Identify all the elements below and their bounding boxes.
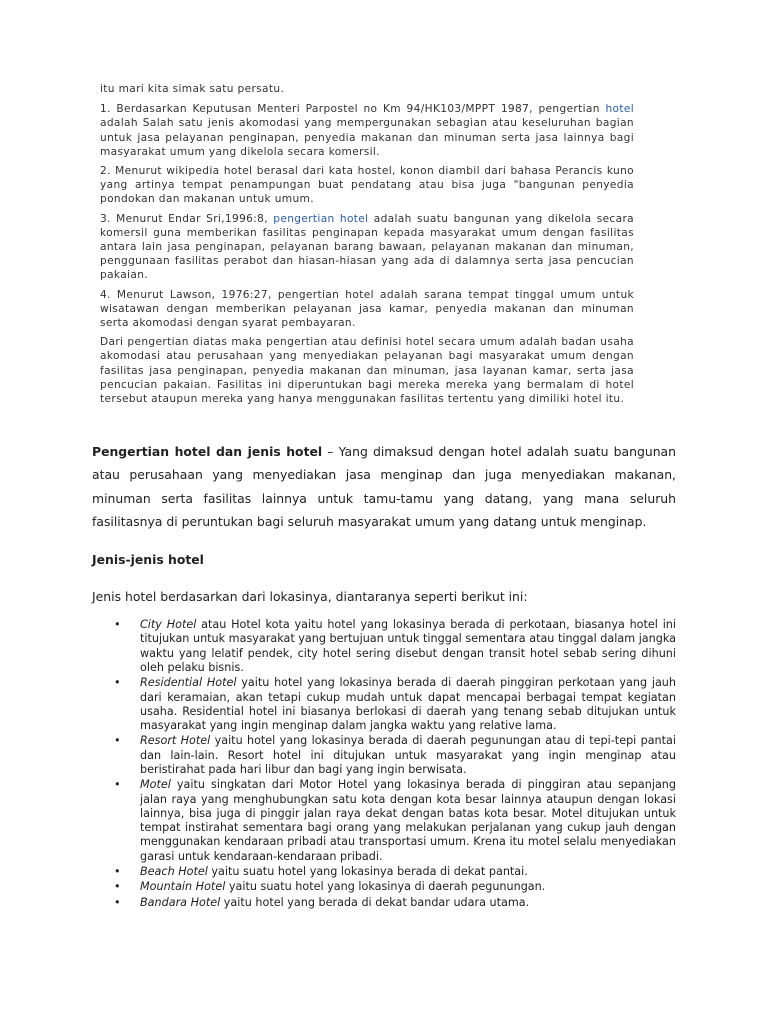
pasted-conclusion: Dari pengertian diatas maka pengertian atau definisi hotel secara umum adalah badan usaha akomodasi atau perusahaan yang menyediakan pelayanan bagi masyarakat umum dengan fasilitas jasa penginapan, penyedia makanan dan minuman, jasa layanan kamar, serta jasa pencucian pakaian. Fasilitas ini diperuntukan bagi mereka mereka yang bermalam di hotel tersebut ataupun mereka yang hanya menggunakan fasilitas tertentu yang dimiliki hotel itu. <box>100 336 634 406</box>
lead-text: – Yang dimaksud dengan hotel adalah suatu bangunan atau perusahaan yang menyediakan jasa menginap dan juga menyediakan makanan, minuman serta fasilitas lainnya untuk tamu-tamu yang datang, yang mana seluruh fasilitasnya di peruntukan bagi seluruh masyarakat umum yang datang untuk menginap. <box>92 444 676 530</box>
bullet-icon: • <box>114 778 121 792</box>
pengertian-hotel-link[interactable]: pengertian hotel <box>273 212 369 225</box>
pasted-item-1: 1. Berdasarkan Keputusan Menteri Parpostel no Km 94/HK103/MPPT 1987, pengertian hotel adalah Salah satu jenis akomodasi yang mempergunakan sebagian atau keseluruhan bagian untuk jasa pelayanan penginapan, penyedia makanan dan minuman serta jasa lainnya bagi masyarakat umum yang dikelola secara komersil. <box>100 103 634 158</box>
hotel-types-list <box>92 618 676 910</box>
list-item: • Residential Hotel yaitu hotel yang lokasinya berada di daerah pinggiran perkotaan yang jauh dari keramaian, akan tetapi cukup mudah untuk dapat mencapai berbagai tempat kegiatan usaha. Residential hotel ini biasanya berlokasi di daerah yang tenang sebab ditujukan untuk masyarakat yang ingin menginap dalam jangka waktu yang relative lama. <box>114 676 676 733</box>
section-intro: Jenis hotel berdasarkan dari lokasinya, diantaranya seperti berikut ini: <box>92 588 528 604</box>
list-item: • Motel yaitu singkatan dari Motor Hotel yang lokasinya berada di pinggiran atau sepanjang jalan raya yang menghubungkan satu kota dengan kota besar lainnya ataupun dengan lokasi lainnya, bisa juga di pinggir jalan raya dekat dengan batas kota besar. Motel ditujukan untuk tempat instirahat sementara bagi orang yang melakukan perjalanan yang cukup jauh dengan menggunakan kendaraan pribadi atau transportasi umum. Krena itu motel selalu menyediakan garasi untuk kendaraan-kendaraan pribadi. <box>114 778 676 863</box>
document-body <box>92 440 676 911</box>
list-item: • City Hotel atau Hotel kota yaitu hotel yang lokasinya berada di perkotaan, biasanya hotel ini titujukan untuk masyarakat yang bertujuan untuk tinggal sementara atau tinggal dalam jangka waktu yang lelatif pendek, city hotel sering disebut dengan transit hotel sebab sering dihuni oleh pelaku bisnis. <box>114 618 677 674</box>
bullet-icon: • <box>114 880 121 894</box>
list-item: • Bandara Hotel yaitu hotel yang berada di dekat bandar udara utama. <box>114 895 530 909</box>
pasted-item-3: 3. Menurut Endar Sri,1996:8, pengertian hotel adalah suatu bangunan yang dikelola secara komersil guna memberikan fasilitas penginapan kepada masyarakat umum dengan fasilitas antara lain jasa penginapan, pelayanan barang bawaan, pelayanan makanan dan minuman, penggunaan fasilitas perabot dan hiasan-hiasan yang ada di dalamnya serta jasa pencucian pakaian. <box>100 212 634 282</box>
list-item: • Mountain Hotel yaitu suatu hotel yang lokasinya di daerah pegunungan. <box>114 880 546 894</box>
pasted-intro: itu mari kita simak satu persatu. <box>100 83 285 95</box>
hotel-link[interactable]: hotel <box>605 103 634 116</box>
section-heading: Jenis-jenis hotel <box>92 551 204 567</box>
list-item: • Beach Hotel yaitu suatu hotel yang lokasinya berada di dekat pantai. <box>114 865 528 879</box>
bullet-icon: • <box>114 865 121 879</box>
pasted-screenshot-block <box>100 82 634 411</box>
list-item: • Resort Hotel yaitu hotel yang lokasinya berada di daerah pegunungan atau di tepi-tepi pantai dan lain-lain. Resort hotel ini ditujukan untuk masyarakat yang ingin menginap atau beristirahat pada hari libur dan bagi yang ingin berwisata. <box>114 734 677 776</box>
bullet-icon: • <box>114 676 121 690</box>
bullet-icon: • <box>114 734 121 748</box>
bullet-icon: • <box>114 618 121 632</box>
lead-bold: Pengertian hotel dan jenis hotel <box>92 444 323 459</box>
lead-paragraph <box>92 440 676 534</box>
pasted-item-2: 2. Menurut wikipedia hotel berasal dari kata hostel, konon diambil dari bahasa Perancis kuno yang artinya tempat penampungan buat pendatang atau bisa juga "bangunan penyedia pondokan dan makanan untuk umum. <box>100 165 634 206</box>
pasted-item-4: 4. Menurut Lawson, 1976:27, pengertian hotel adalah sarana tempat tinggal umum untuk wisatawan dengan memberikan pelayanan jasa kamar, penyedia makanan dan minuman serta akomodasi dengan syarat pembayaran. <box>100 288 634 330</box>
bullet-icon: • <box>114 895 121 909</box>
